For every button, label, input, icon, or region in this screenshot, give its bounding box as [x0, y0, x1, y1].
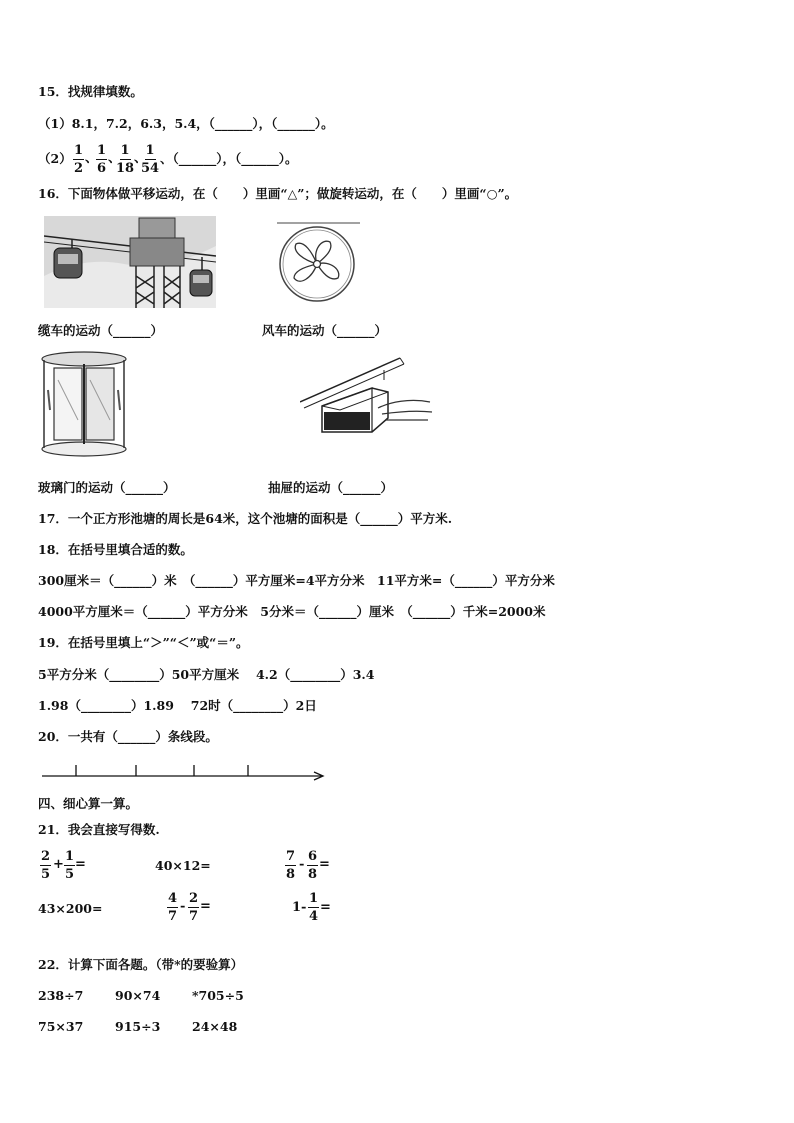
revolving-door-image [38, 350, 130, 458]
q21a-operator: + [53, 857, 64, 872]
frac-denominator: 7 [189, 909, 199, 924]
frac-denominator: 54 [141, 161, 160, 176]
frac-numerator: 1 [120, 143, 130, 158]
q15-line2-prefix: （2） [38, 151, 72, 166]
q21f-frac [308, 890, 319, 925]
q15-sep-2: 、 [108, 151, 122, 166]
q15-sep-1: 、 [85, 151, 99, 166]
frac-numerator: 6 [308, 849, 318, 864]
frac-denominator: 5 [65, 867, 75, 882]
frac-numerator: 1 [145, 143, 155, 158]
fan-image [272, 220, 362, 304]
q21b: 40×12= [155, 858, 211, 873]
frac-numerator: 2 [41, 849, 51, 864]
frac-denominator: 4 [309, 909, 319, 924]
frac-denominator: 8 [308, 867, 318, 882]
q21f-equals: = [320, 900, 331, 915]
frac-denominator: 5 [41, 867, 51, 882]
q21a-equals: = [75, 857, 86, 872]
q16-title: 16．下面物体做平移运动，在（ ）里画“△”；做旋转运动，在（ ）里画“○”。 [38, 186, 518, 201]
frac-denominator: 6 [97, 161, 107, 176]
q21d: 43×200= [38, 901, 103, 916]
q21a-frac-2 [64, 848, 75, 883]
fan-label: 风车的运动（______） [262, 323, 388, 338]
q19-row1: 5平方分米（________）50平方厘米 4.2（________）3.4 [38, 667, 375, 682]
q22-r2c1: 75×37 [38, 1019, 84, 1034]
q21c-frac-2 [307, 848, 318, 883]
q22-r1c1: 238÷7 [38, 988, 84, 1003]
q22-r2c2: 915÷3 [115, 1019, 161, 1034]
q22-r1c2: 90×74 [115, 988, 161, 1003]
section4-title: 四、细心算一算。 [38, 796, 139, 811]
revolving-door-label: 玻璃门的运动（______） [38, 480, 176, 495]
q18-title: 18．在括号里填合适的数。 [38, 542, 193, 557]
q20-title: 20．一共有（______）条线段。 [38, 729, 218, 744]
frac-denominator: 2 [74, 161, 84, 176]
frac-numerator: 1 [97, 143, 107, 158]
q15-frac-4 [141, 142, 159, 177]
q21a-frac-1 [40, 848, 51, 883]
frac-numerator: 1 [65, 849, 75, 864]
frac-numerator: 1 [74, 143, 84, 158]
frac-numerator: 2 [189, 891, 199, 906]
line-segment-diagram [42, 760, 328, 782]
cable-car-label: 缆车的运动（______） [38, 323, 164, 338]
q21e-frac-2 [188, 890, 199, 925]
frac-denominator: 8 [286, 867, 296, 882]
q17-title: 17．一个正方形池塘的周长是64米，这个池塘的面积是（______）平方米. [38, 511, 453, 526]
q18-row2: 4000平方厘米＝（______）平方分米 5分米＝（______）厘米 （______）千米=2000米 [38, 604, 546, 619]
q21c-operator: - [299, 857, 305, 872]
q15-line2-suffix: 、（______），（______）。 [160, 151, 298, 166]
frac-denominator: 7 [168, 909, 178, 924]
q21e-frac-1 [167, 890, 178, 925]
q19-title: 19．在括号里填上“＞”“＜”或“＝”。 [38, 635, 249, 650]
drawer-label: 抽屉的运动（______） [268, 480, 394, 495]
q22-r2c3: 24×48 [192, 1019, 238, 1034]
frac-denominator: 18 [116, 161, 135, 176]
q18-row1: 300厘米＝（______）米 （______）平方厘米=4平方分米 11平方米=（______）平方分米 [38, 573, 555, 588]
q21-title: 21．我会直接写得数. [38, 822, 160, 837]
cable-car-image [44, 216, 216, 308]
q21e-operator: - [180, 899, 186, 914]
q19-row2: 1.98（________）1.89 72时（________）2日 [38, 698, 317, 713]
q21c-equals: = [319, 857, 330, 872]
q15-frac-2 [96, 142, 107, 177]
q21c-frac-1 [285, 848, 296, 883]
drawer-image [300, 352, 438, 444]
q15-frac-3 [116, 142, 134, 177]
q15-sep-3: 、 [134, 151, 148, 166]
frac-numerator: 7 [286, 849, 296, 864]
q22-title: 22．计算下面各题。（带*的要验算） [38, 957, 244, 972]
q21f-prefix: 1- [292, 900, 307, 915]
frac-numerator: 4 [168, 891, 178, 906]
frac-numerator: 1 [309, 891, 319, 906]
q21e-equals: = [200, 899, 211, 914]
q15-line1: （1）8.1，7.2，6.3，5.4，（______），（______）。 [38, 116, 334, 131]
q22-r1c3: *705÷5 [192, 988, 244, 1003]
q15-title: 15．找规律填数。 [38, 84, 143, 99]
q15-frac-1 [73, 142, 84, 177]
